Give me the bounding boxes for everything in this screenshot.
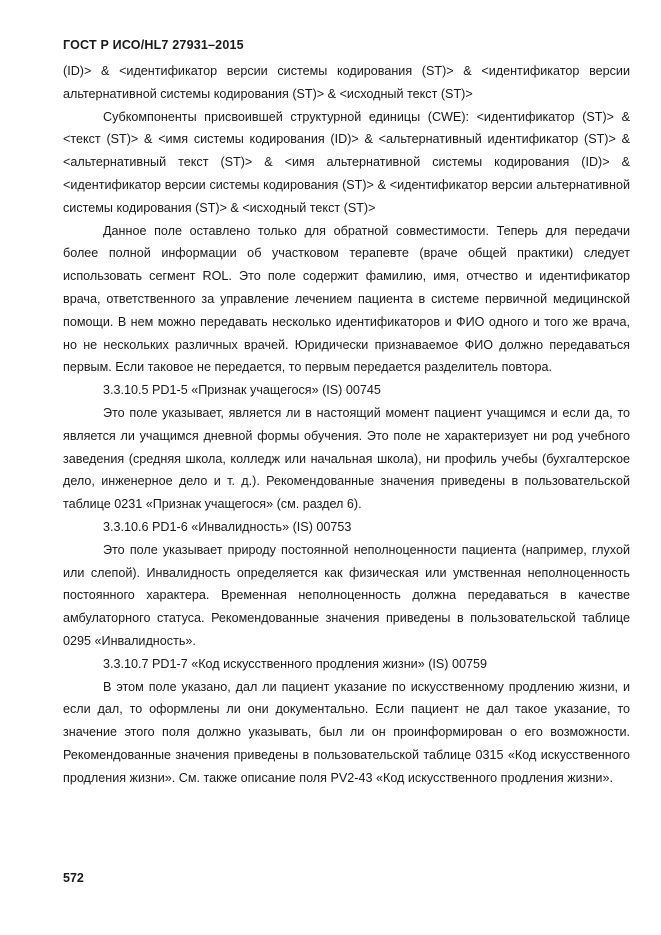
- paragraph-cwe-subcomponents: Субкомпоненты присвоившей структурной единицы (CWE): <идентификатор (ST)> & <текст (ST)> & <имя системы кодирования (ID)> & <альтернативный идентификатор (ST)> & <альтернативный текст (ST)> & <имя альтернативной системы кодирования (ID)> & <идентификатор версии системы кодирования (ST)> & <идентификатор версии альтернативной системы кодирования (ST)> & <исходный текст (ST)>: [63, 109, 630, 215]
- standard-header: ГОСТ Р ИСО/HL7 27931–2015: [63, 38, 244, 52]
- paragraph-continuation: (ID)> & <идентификатор версии системы кодирования (ST)> & <идентификатор версии альтернативной системы кодирования (ST)> & <исходный текст (ST)>: [63, 64, 630, 101]
- section-heading-pd1-7: 3.3.10.7 PD1-7 «Код искусственного продления жизни» (IS) 00759: [103, 656, 488, 671]
- section-heading-pd1-6: 3.3.10.6 PD1-6 «Инвалидность» (IS) 00753: [103, 519, 352, 534]
- paragraph-living-will: В этом поле указано, дал ли пациент указание по искусственному продлению жизни, и если дал, то оформлены ли они документально. Если пациент не дал такое указание, то значение этого поля должно указывать, был ли он проинформирован о его возможности. Рекомендованные значения приведены в пользовательской таблице 0315 «Код искусственного продления жизни». См. также описание поля PV2-43 «Код искусственного продления жизни».: [63, 679, 630, 785]
- page-number: 572: [63, 871, 84, 885]
- body-text: [63, 60, 630, 790]
- paragraph-backward-compat: Данное поле оставлено только для обратной совместимости. Теперь для передачи более полной информации об участковом терапевте (враче общей практики) следует использовать сегмент ROL. Это поле содержит фамилию, имя, отчество и идентификатор врача, ответственного за управление лечением пациента в системе первичной медицинской помощи. В нем можно передавать несколько идентификаторов и ФИО одного и того же врача, но не нескольких различных врачей. Юридически признаваемое ФИО должно передаваться первым. Если таковое не передается, то первым передается разделитель повтора.: [63, 223, 630, 375]
- paragraph-student-indicator: Это поле указывает, является ли в настоящий момент пациент учащимся и если да, то является ли учащимся дневной формы обучения. Это поле не характеризует ни род учебного заведения (средняя школа, колледж или начальная школа), ни профиль учебы (бухгалтерское дело, инженерное дело и т. д.). Рекомендованные значения приведены в пользовательской таблице 0231 «Признак учащегося» (см. раздел 6).: [63, 405, 630, 512]
- section-heading-pd1-5: 3.3.10.5 PD1-5 «Признак учащегося» (IS) 00745: [103, 383, 381, 398]
- paragraph-handicap: Это поле указывает природу постоянной неполноценности пациента (например, глухой или слепой). Инвалидность определяется как физическая или умственная неполноценность постоянного характера. Временная неполноценность должна передаваться в качестве амбулаторного статуса. Рекомендованные значения приведены в пользовательской таблице 0295 «Инвалидность».: [63, 542, 630, 648]
